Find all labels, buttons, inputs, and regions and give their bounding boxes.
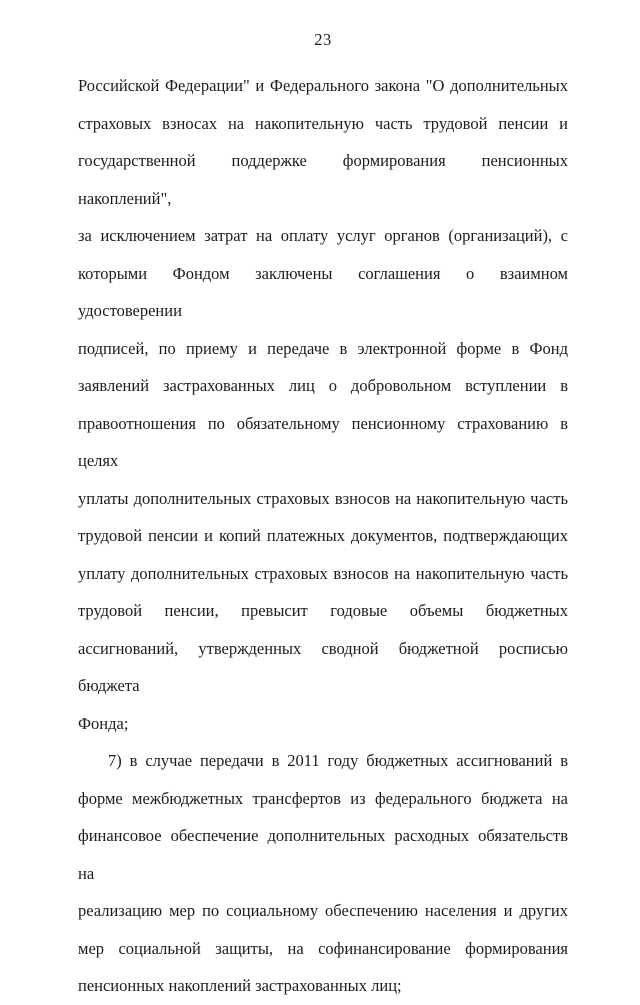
text-line: заявлений застрахованных лиц о добровольном вступлении в [78,376,568,395]
text-line: финансовое обеспечение дополнительных расходных обязательств на [78,826,568,883]
text-line: пенсионных накоплений застрахованных лиц; [78,976,402,995]
text-line: мер социальной защиты, на софинансирование формирования [78,938,568,958]
text-line: которыми Фондом заключены соглашения о взаимном удостоверении [78,263,568,320]
text-line: ассигнований, утвержденных сводной бюджетной росписью бюджета [78,638,568,695]
text-line: страховых взносах на накопительную часть трудовой пенсии и [78,113,568,133]
text-line: правоотношения по обязательному пенсионному страхованию в целях [78,413,568,470]
page-number: 23 [314,30,332,49]
text-line: Фонда; [78,713,129,733]
text-line: за исключением затрат на оплату услуг органов (организаций), с [78,226,568,245]
text-line: Российской Федерации" и Федерального закона "О дополнительных [78,76,568,95]
text-line: 7) в случае передачи в 2011 году бюджетных ассигнований в [108,751,568,770]
text-line: уплату дополнительных страховых взносов на накопительную часть [78,563,568,583]
text-line: трудовой пенсии и копий платежных документов, подтверждающих [78,526,568,545]
text-line: государственной поддержке формирования пенсионных накоплений", [78,151,568,208]
text-line: форме межбюджетных трансфертов из федерального бюджета на [78,788,568,808]
text-line: трудовой пенсии, превысит годовые объемы бюджетных [78,601,568,620]
text-line: реализацию мер по социальному обеспечению населения и других [78,901,568,920]
paragraph [78,67,568,742]
text-line: уплаты дополнительных страховых взносов на накопительную часть [78,488,568,508]
paragraph [78,742,568,1005]
text-line: подписей, по приему и передаче в электронной форме в Фонд [78,338,568,358]
